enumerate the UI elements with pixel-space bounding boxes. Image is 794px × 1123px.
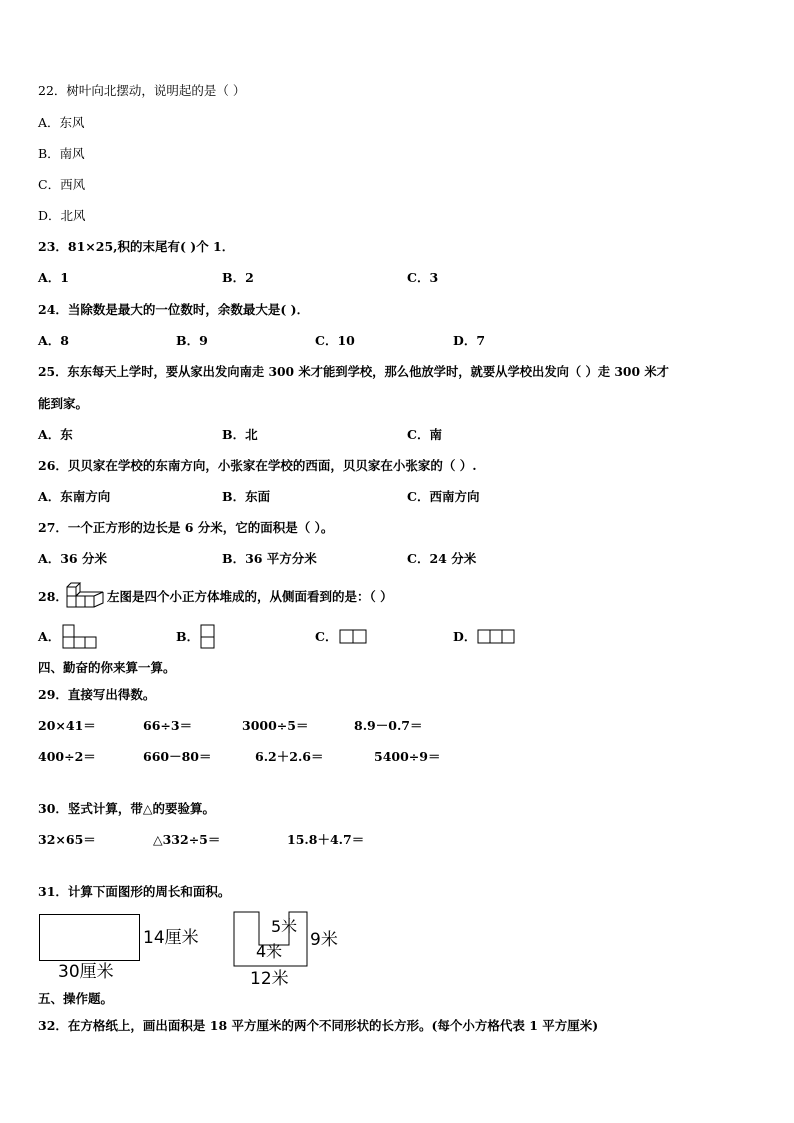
q27-option-a[interactable]: A．36 分米 [38,551,107,566]
q23-option-b[interactable]: B．2 [222,270,254,285]
q25-stem-line2: 能到家。 [38,396,89,411]
q30-stem: 30．竖式计算，带△的要验算。 [38,801,216,816]
q31-stem: 31．计算下面图形的周长和面积。 [38,884,231,899]
q28-stem: 左图是四个小正方体堆成的，从侧面看到的是：（ ） [107,589,393,604]
q30-item: 15.8＋4.7＝ [287,832,365,847]
q24-option-d[interactable]: D．7 [453,333,486,348]
notch-depth-label: 5米 [271,917,298,936]
q28-option-d[interactable]: D． [453,629,477,644]
q32-stem: 32．在方格纸上，画出面积是 18 平方厘米的两个不同形状的长方形。(每个小方格代表 1 平方厘米) [38,1018,599,1033]
q24-option-a[interactable]: A．8 [38,333,69,348]
q23-option-a[interactable]: A．1 [38,270,69,285]
q22-stem: 22．树叶向北摆动，说明起的是（ ） [38,83,246,98]
q26-option-c[interactable]: C．西南方向 [407,489,480,504]
q24-stem: 24．当除数是最大的一位数时，余数最大是( )． [38,302,310,317]
q25-option-a[interactable]: A．东 [38,427,73,442]
notch-width-label: 4米 [256,942,283,961]
q29-item: 6.2＋2.6＝ [255,749,324,764]
rectangle-figure [39,914,140,961]
option-a-view-icon [62,624,98,650]
q27-option-b[interactable]: B．36 平方分米 [222,551,317,566]
q29-stem: 29．直接写出得数。 [38,687,156,702]
q24-option-b[interactable]: B．9 [176,333,208,348]
q26-option-b[interactable]: B．东面 [222,489,271,504]
q29-item: 3000÷5＝ [242,718,309,733]
cube-stack-figure [66,582,106,610]
q27-option-c[interactable]: C．24 分米 [407,551,477,566]
q29-item: 400÷2＝ [38,749,96,764]
q26-option-a[interactable]: A．东南方向 [38,489,111,504]
q27-stem: 27．一个正方形的边长是 6 分米，它的面积是（ ）。 [38,520,334,535]
q25-option-b[interactable]: B．北 [222,427,258,442]
q22-option-c[interactable]: C．西风 [38,177,86,192]
rect-height-label: 14厘米 [143,928,199,948]
q29-item: 66÷3＝ [143,718,193,733]
q29-item: 8.9－0.7＝ [354,718,423,733]
q29-item: 20×41＝ [38,718,96,733]
q24-option-c[interactable]: C．10 [315,333,355,348]
shape-height-label: 9米 [310,930,338,950]
q28-number: 28． [38,589,68,604]
q22-option-b[interactable]: B．南风 [38,146,85,161]
q29-item: 660－80＝ [143,749,212,764]
q28-option-b[interactable]: B． [176,629,200,644]
q28-option-a[interactable]: A． [38,629,61,644]
q23-stem: 23．81×25,积的末尾有( )个 1． [38,239,235,254]
q29-item: 5400÷9＝ [374,749,441,764]
section-5-heading: 五、操作题。 [38,991,114,1006]
option-b-view-icon [200,624,216,650]
rect-width-label: 30厘米 [58,962,114,982]
q30-item: △332÷5＝ [153,832,221,847]
q25-option-c[interactable]: C．南 [407,427,442,442]
q23-option-c[interactable]: C．3 [407,270,439,285]
option-d-view-icon [477,629,517,645]
section-4-heading: 四、勤奋的你来算一算。 [38,660,176,675]
q30-item: 32×65＝ [38,832,96,847]
option-c-view-icon [339,629,369,645]
q22-option-a[interactable]: A．东风 [38,115,85,130]
q26-stem: 26．贝贝家在学校的东南方向，小张家在学校的西面，贝贝家在小张家的（ ）. [38,458,477,473]
shape-width-label: 12米 [250,969,289,989]
q22-option-d[interactable]: D．北风 [38,208,86,223]
q28-option-c[interactable]: C． [315,629,338,644]
q25-stem-line1: 25．东东每天上学时，要从家出发向南走 300 米才能到学校，那么他放学时，就要从学校出发向（ ）走 300 米才 [38,364,669,379]
